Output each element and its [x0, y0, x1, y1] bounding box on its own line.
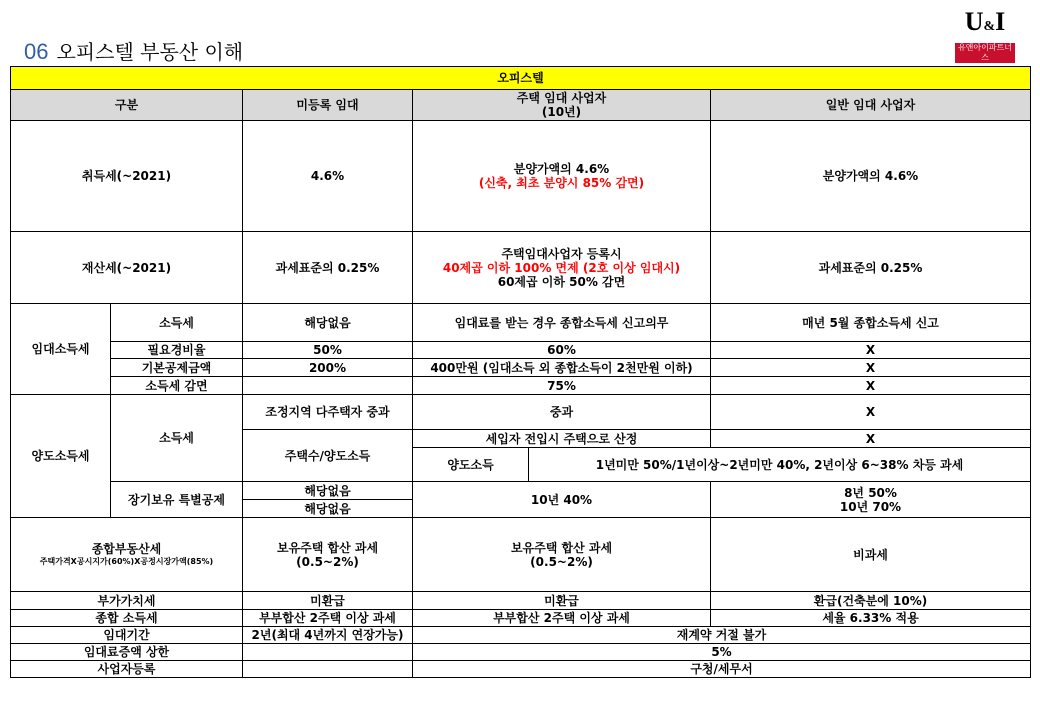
long-term-unregistered: 해당없음	[243, 482, 413, 500]
income-total-general: 세율 6.33% 적용	[711, 610, 1031, 627]
rental-general: X	[711, 342, 1031, 359]
transfer-income-tax-label: 소득세	[111, 395, 243, 482]
table-row	[11, 661, 1031, 678]
long-term-general: 8년 50% 10년 70%	[711, 482, 1031, 518]
row-label-rental-income: 임대소득세	[11, 304, 111, 395]
rental-general: X	[711, 377, 1031, 395]
table-row	[11, 482, 1031, 500]
rental-housing: 60%	[413, 342, 711, 359]
page-title-text: 오피스텔 부동산 이해	[56, 40, 244, 64]
rental-housing: 75%	[413, 377, 711, 395]
transfer-capital-gain-label: 양도소득	[413, 448, 529, 482]
table-row	[11, 359, 1031, 377]
rental-housing: 400만원 (임대소득 외 종합소득이 2천만원 이하)	[413, 359, 711, 377]
registration-registered: 구청/세무서	[413, 661, 1031, 678]
logo-subtitle: 유앤아이파트너스	[955, 43, 1015, 63]
rental-sub-label: 소득세 감면	[111, 377, 243, 395]
table-row	[11, 304, 1031, 342]
transfer-unregistered: 조정지역 다주택자 중과	[243, 395, 413, 430]
table-row	[11, 518, 1031, 592]
property-unregistered: 과세표준의 0.25%	[243, 232, 413, 304]
comprehensive-general: 비과세	[711, 518, 1031, 592]
comprehensive-formula: 주택가격X공시지가(60%)X공정시장가액(85%)	[39, 557, 214, 566]
long-term-deduction-label: 장기보유 특별공제	[111, 482, 243, 518]
page-title	[24, 36, 243, 65]
acquisition-general: 분양가액의 4.6%	[711, 121, 1031, 232]
transfer-housing: 세입자 전입시 주택으로 산정	[413, 430, 711, 448]
rental-period-registered: 재계약 거절 불가	[413, 627, 1031, 644]
table-row	[11, 610, 1031, 627]
table-banner: 오피스텔	[11, 67, 1031, 90]
property-general: 과세표준의 0.25%	[711, 232, 1031, 304]
long-term-housing: 10년 40%	[413, 482, 711, 518]
rental-unregistered: 50%	[243, 342, 413, 359]
rent-cap-registered: 5%	[413, 644, 1031, 661]
company-logo: U&I 유앤아이파트너스	[955, 8, 1015, 48]
header-housing-rental: 주택 임대 사업자 (10년)	[413, 90, 711, 121]
long-term-unregistered: 해당없음	[243, 500, 413, 518]
row-label-vat: 부가가치세	[11, 592, 243, 610]
table-row	[11, 627, 1031, 644]
row-label-property: 재산세(~2021)	[11, 232, 243, 304]
rental-unregistered: 200%	[243, 359, 413, 377]
table-header-row	[11, 90, 1031, 121]
rental-unregistered	[243, 377, 413, 395]
officetel-comparison-table	[10, 66, 1031, 678]
comprehensive-unregistered: 보유주택 합산 과세 (0.5~2%)	[243, 518, 413, 592]
rental-sub-label: 소득세	[111, 304, 243, 342]
rental-sub-label: 필요경비율	[111, 342, 243, 359]
rental-period-unregistered: 2년(최대 4년까지 연장가능)	[243, 627, 413, 644]
header-general-rental: 일반 임대 사업자	[711, 90, 1031, 121]
rental-general: 매년 5월 종합소득세 신고	[711, 304, 1031, 342]
income-total-housing: 부부합산 2주택 이상 과세	[413, 610, 711, 627]
income-total-unregistered: 부부합산 2주택 이상 과세	[243, 610, 413, 627]
table-row	[11, 342, 1031, 359]
row-label-comprehensive: 종합부동산세 주택가격X공시지가(60%)X공정시장가액(85%)	[11, 518, 243, 592]
vat-general: 환급(건축분에 10%)	[711, 592, 1031, 610]
row-label-income-total: 종합 소득세	[11, 610, 243, 627]
row-label-acquisition: 취득세(~2021)	[11, 121, 243, 232]
table-row	[11, 644, 1031, 661]
row-label-transfer: 양도소득세	[11, 395, 111, 518]
acquisition-unregistered: 4.6%	[243, 121, 413, 232]
row-label-rent-cap: 임대료증액 상한	[11, 644, 243, 661]
acquisition-housing: 분양가액의 4.6% (신축, 최초 분양시 85% 감면)	[413, 121, 711, 232]
property-housing: 주택임대사업자 등록시 40제곱 이하 100% 면제 (2호 이상 임대시) 60제곱 이하 50% 감면	[413, 232, 711, 304]
table-row	[11, 592, 1031, 610]
vat-unregistered: 미환급	[243, 592, 413, 610]
header-category: 구분	[11, 90, 243, 121]
rental-housing: 임대료를 받는 경우 종합소득세 신고의무	[413, 304, 711, 342]
row-label-rental-period: 임대기간	[11, 627, 243, 644]
comprehensive-housing: 보유주택 합산 과세 (0.5~2%)	[413, 518, 711, 592]
rental-unregistered: 해당없음	[243, 304, 413, 342]
registration-unregistered	[243, 661, 413, 678]
rental-sub-label: 기본공제금액	[111, 359, 243, 377]
section-number: 06	[24, 39, 49, 64]
rental-general: X	[711, 359, 1031, 377]
table-row	[11, 232, 1031, 304]
comparison-table-wrapper	[10, 66, 1030, 678]
table-row	[11, 395, 1031, 430]
vat-housing: 미환급	[413, 592, 711, 610]
header-unregistered: 미등록 임대	[243, 90, 413, 121]
rent-cap-unregistered	[243, 644, 413, 661]
row-label-registration: 사업자등록	[11, 661, 243, 678]
transfer-general: X	[711, 395, 1031, 430]
transfer-general: X	[711, 430, 1031, 448]
table-row	[11, 121, 1031, 232]
transfer-capital-gain-rates: 1년미만 50%/1년이상~2년미만 40%, 2년이상 6~38% 차등 과세	[529, 448, 1031, 482]
transfer-housing: 중과	[413, 395, 711, 430]
table-row	[11, 377, 1031, 395]
transfer-house-count-label: 주택수/양도소득	[243, 430, 413, 482]
